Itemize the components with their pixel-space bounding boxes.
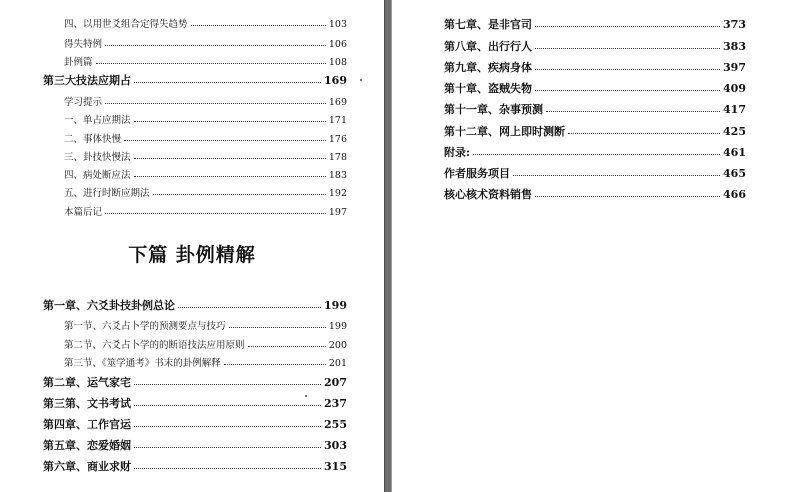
toc-entry-title: 第四章、工作官运 [43,418,131,431]
leader-dots [191,25,326,26]
toc-entry[interactable] [64,204,347,218]
toc-entry-page: 169 [328,97,347,108]
toc-entry-page: 199 [328,321,347,332]
toc-entry-title: 四、以用世爻组合定得失趋势 [64,19,188,30]
toc-entry-title: 第一节、六爻占卜学的预测要点与技巧 [64,321,226,332]
leader-dots [535,90,720,91]
toc-chapter-entry[interactable] [43,458,347,474]
leader-dots [134,447,321,448]
leader-dots [134,121,326,122]
toc-entry[interactable] [64,94,347,108]
toc-entry-title: 第三第、文书考试 [43,397,131,410]
right-page [392,0,795,492]
leader-dots [134,158,326,159]
toc-chapter-entry[interactable] [43,416,347,432]
toc-chapter-entry[interactable] [444,101,746,117]
toc-entry-page: 315 [324,460,347,473]
leader-dots [224,364,326,365]
toc-entry-page: 169 [324,74,347,87]
toc-entry-title: 一、单占应期法 [64,115,131,126]
toc-entry-title: 作者服务项目 [444,167,510,180]
toc-entry[interactable] [64,112,347,126]
toc-entry-title: 第九章、疾病身体 [444,61,532,74]
toc-entry-page: 461 [723,146,746,159]
scan-speck [360,79,362,81]
leader-dots [134,82,321,83]
leader-dots [546,111,720,112]
toc-chapter-entry[interactable] [444,59,746,75]
toc-entry[interactable] [64,167,347,181]
toc-entry[interactable] [64,54,347,68]
toc-entry-title: 第二章、运气家宅 [43,376,131,389]
leader-dots [229,327,326,328]
toc-entry-title: 得失特例 [64,39,103,50]
toc-entry-page: 178 [328,152,347,163]
leader-dots [535,26,720,27]
leader-dots [134,176,326,177]
toc-entry-page: 103 [328,19,347,30]
toc-entry-page: 106 [328,39,347,50]
toc-entry-title: 第十章、盗贼失物 [444,82,532,95]
toc-entry-title: 四、病处断应法 [64,170,131,181]
toc-chapter-entry[interactable] [444,38,746,54]
toc-entry-title: 第三大技法应期占 [43,74,131,87]
toc-entry[interactable] [64,185,347,199]
toc-entry-page: 199 [324,299,347,312]
toc-chapter-entry[interactable] [43,297,347,313]
toc-entry-title: 第一章、六爻卦技卦例总论 [43,299,175,312]
leader-dots [105,45,326,46]
toc-chapter-entry[interactable] [43,72,347,88]
leader-dots [96,63,326,64]
leader-dots [153,194,326,195]
leader-dots [134,426,321,427]
toc-chapter-entry[interactable] [43,374,347,390]
toc-entry-title: 第七章、是非官司 [444,18,532,31]
toc-entry-page: 373 [723,18,746,31]
toc-entry[interactable] [64,337,347,351]
toc-entry-page: 425 [723,125,746,138]
toc-entry-title: 第八章、出行行人 [444,40,532,53]
toc-entry-title: 第二节、六爻占卜学的的断语技法应用原则 [64,340,245,351]
toc-entry[interactable] [64,131,347,145]
toc-entry-page: 383 [723,40,746,53]
leader-dots [513,175,720,176]
toc-entry[interactable] [64,318,347,332]
toc-entry-page: 207 [324,376,347,389]
toc-entry-page: 108 [328,57,347,68]
toc-chapter-entry[interactable] [43,437,347,453]
section-title: 下篇 卦例精解 [128,244,256,266]
leader-dots [124,140,326,141]
toc-chapter-entry[interactable] [444,165,746,181]
toc-entry-title: 卦例篇 [64,57,93,68]
leader-dots [568,133,720,134]
toc-entry-title: 学习提示 [64,97,103,108]
toc-entry-page: 197 [328,207,347,218]
scan-speck [305,395,307,397]
toc-entry-page: 171 [328,115,347,126]
toc-entry[interactable] [64,355,347,369]
toc-entry-title: 核心核术资料销售 [444,188,532,201]
toc-entry-title: 三、卦技快慢法 [64,152,131,163]
toc-chapter-entry[interactable] [444,123,746,139]
left-page [0,0,384,492]
toc-entry[interactable] [64,36,347,50]
toc-entry-page: 417 [723,103,746,116]
toc-entry-title: 五、进行时断应期法 [64,188,150,199]
toc-entry-page: 183 [328,170,347,181]
toc-entry-title: 第十一章、杂事预测 [444,103,543,116]
toc-entry-page: 465 [723,167,746,180]
toc-entry-page: 255 [324,418,347,431]
toc-chapter-entry[interactable] [444,144,746,160]
toc-entry-title: 第三节、《筮学通考》书末的卦例解释 [64,358,221,369]
leader-dots [134,384,321,385]
leader-dots [178,307,321,308]
toc-entry-title: 第十二章、网上即时测断 [444,125,565,138]
toc-entry[interactable] [64,16,347,30]
leader-dots [535,48,720,49]
toc-entry-title: 第六章、商业求财 [43,460,131,473]
leader-dots [535,69,720,70]
toc-entry-page: 303 [324,439,347,452]
toc-entry-title: 附录: [444,146,471,159]
toc-entry-title: 二、事体快慢 [64,134,122,145]
leader-dots [473,154,720,155]
toc-chapter-entry[interactable] [444,186,746,202]
toc-entry-page: 176 [328,134,347,145]
toc-entry-page: 237 [324,397,347,410]
leader-dots [134,405,321,406]
leader-dots [134,468,321,469]
toc-entry-page: 397 [723,61,746,74]
toc-entry-title: 本篇后记 [64,207,103,218]
toc-entry[interactable] [64,149,347,163]
toc-entry-page: 409 [723,82,746,95]
toc-entry-page: 192 [328,188,347,199]
page-gutter [384,0,392,492]
toc-entry-page: 200 [328,340,347,351]
leader-dots [535,196,720,197]
leader-dots [248,346,326,347]
leader-dots [105,103,326,104]
leader-dots [105,213,326,214]
toc-chapter-entry[interactable] [444,80,746,96]
toc-chapter-entry[interactable] [43,395,347,411]
toc-entry-page: 466 [723,188,746,201]
toc-entry-title: 第五章、恋爱婚姻 [43,439,131,452]
toc-chapter-entry[interactable] [444,16,746,32]
toc-entry-page: 201 [328,358,347,369]
